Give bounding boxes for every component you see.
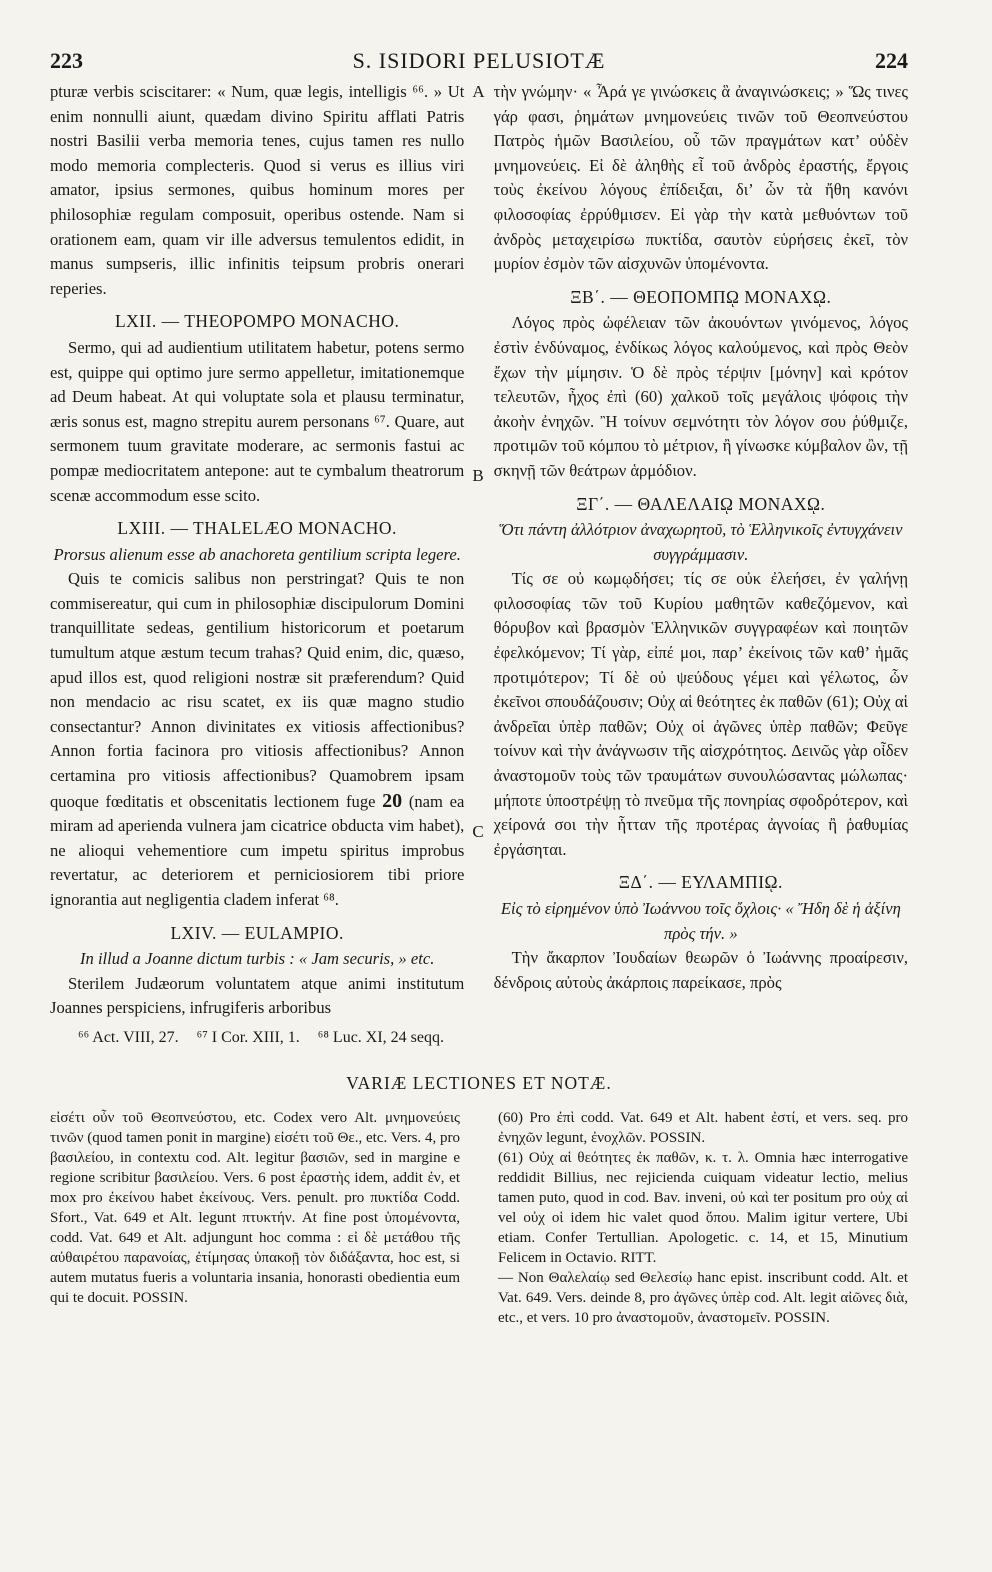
notes-columns <box>50 1108 908 1328</box>
latin-intro: pturæ verbis sciscitarer: « Num, quæ legis, intelligis ⁶⁶. » Ut enim nonnulli aiunt, quædam divino Spiritu afflati Patris nostri Basilii verba memoria tenes, cujus tamen res nullo modo memoria complecteris. Quod si verus es illius viri amator, ipsius sermones, quibus hominum mores per philosophiæ regulam composuit, operibus ostende. Nam si orationem eam, quam vir ille adversus temulentos edidit, in manus sumpseris, illic infinitis teipsum probris onerari reperies. <box>50 82 465 298</box>
margin-letter-a: A <box>472 82 485 101</box>
text-columns <box>50 80 908 1021</box>
greek-subtitle-64: Εἰς τὸ εἰρημένον ὑπὸ Ἰωάννου τοῖς ὄχλοις· « Ἤδη δὲ ἡ ἀξίνη πρὸς τήν. » <box>500 899 901 943</box>
margin-letter-b: B <box>472 466 484 485</box>
page <box>50 48 908 1328</box>
latin-text-63 <box>50 567 464 912</box>
latin-subtitle-64: In illud a Joanne dictum turbis : « Jam securis, » etc. <box>79 949 435 969</box>
running-header <box>50 48 908 78</box>
latin-subtitle-63: Prorsus alienum esse ab anachoreta gentilium scripta legere. <box>53 544 461 564</box>
footnote-68: ⁶⁸ Luc. XI, 24 seqq. <box>317 1028 445 1046</box>
latin-text-64: Sterilem Judæorum voluntatem atque animi institutum Joannes perspiciens, infrugiferis arboribus <box>50 973 465 1018</box>
notes-left <box>50 1108 460 1328</box>
footnotes <box>50 1029 908 1055</box>
greek-column <box>494 80 908 1021</box>
greek-text-62: Λόγος πρὸς ὠφέλειαν τῶν ἀκουόντων γινόμενος, λόγος ἐστὶν ἐνδύναμος, ἐνδίκως λόγος καλούμενος, καὶ πρὸς Θεὸν ἔχων τὴν μίμησιν. Ὁ δὲ πρὸς τέρψιν [μόνην] καὶ κρότον τελευτῶν, ἦχος ἐπὶ (60) χαλκοῦ τοῖς μεγάλοις ψόφοις τὴν ἀκοὴν ἐνηχῶν. Ἢ τοίνυν σεμνότητι τὸν λόγον σου ῥύθμιζε, προτιμῶν τοῦ κόμπου τὸ μέτριον, ἢ γίνωσκε κύμβαλον ὢν, τῇ σκηνῇ τῶν θεάτρων ἁρμόδιον. <box>493 313 908 480</box>
margin-letters <box>464 80 493 1021</box>
greek-text-64: Τὴν ἄκαρπον Ἰουδαίων θεωρῶν ὁ Ἰωάννης προαίρεσιν, δένδροις αὐτοὺς ἀκάρποις παρείκασε, πρὸς <box>493 948 908 992</box>
latin-text-63b: (nam ea miram ad aperienda vulnera jam cicatrice obducta vim habet), ne alioqui vehementiore cum impetu spiritus improbus revertatur, ac deteriorem et perniciosiorem tibi priore ignorantia aut negligentia cladem inferat ⁶⁸. <box>50 791 465 909</box>
greek-intro: τὴν γνώμην· « Ἆρά γε γινώσκεις ἃ ἀναγινώσκεις; » Ὥς τινες γάρ φασι, ῥημάτων μνημονεύεις τινῶν τοῦ Θεοπνεύστου Πατρὸς ἡμῶν Βασιλείου, οὗ τῶν πραγμάτων κατ’ οὐδὲν μνημονεύεις. Εἰ δὲ ἀληθὴς εἶ τοῦ ἀνδρὸς ἐραστής, ἔργοις τοὺς ἐκείνου λόγους ἐπίδειξαι, δι’ ὧν τὰ ἤθη κανόνι φιλοσοφίας ἐρρύθμισεν. Εἰ γὰρ τὴν κατὰ μεθυόντων τοῦ ἀνδρὸς μεταχειρίσω πυκτίδα, σαυτὸν εὑρήσεις ἐκεῖ, τὸν μυρίον ἐσμὸν τῶν αἰσχυνῶν ὑπομένοντα. <box>493 82 908 274</box>
variae-title: VARIÆ LECTIONES ET NOTÆ. <box>346 1072 612 1093</box>
note-60: (60) Pro ἐπὶ codd. Vat. 649 et Alt. habent ἐστί, et vers. seq. pro ἐνηχῶν legunt, ἐνοχλῶν. POSSIN. <box>498 1109 908 1146</box>
page-number-left: 223 <box>50 48 83 73</box>
footnote-67: ⁶⁷ I Cor. XIII, 1. <box>196 1028 300 1046</box>
footnote-66: ⁶⁶ Act. VIII, 27. <box>78 1028 179 1046</box>
note-61: (61) Οὐχ αἱ θεότητες ἐκ παθῶν, κ. τ. λ. Omnia hæc interrogative reddidit Billius, nec rejicienda cuiquam videatur lectio, melius tamen puto, quod in cod. Bav. inveni, οὐ καὶ ter positum pro οὐχ αἱ vel οὐχ οἱ idem hic valet quod ὅπου. Malim igitur vertere, Ubi etiam. Confer Tertullian. Apologetic. c. 14, et 15, Minutium Felicem in Octavio. RITT. <box>498 1149 908 1266</box>
latin-column <box>50 80 464 1021</box>
page-number-right: 224 <box>874 48 908 73</box>
greek-subtitle-63: Ὅτι πάντη ἀλλότριον ἀναχωρητοῦ, τὸ Ἑλληνικοῖς ἐντυγχάνειν συγγράμμασιν. <box>499 520 903 564</box>
greek-title-64: ΞΔ΄. — ΕΥΛΑΜΠΙῼ. <box>618 872 783 893</box>
note-thaleleo: — Non Θαλελαίῳ sed Θελεσίῳ hanc epist. inscribunt codd. Alt. et Vat. 649. Vers. deinde 8, pro ἀγῶνες ὑπὲρ cod. Alt. legit αἰῶνες διὰ, etc., et vers. 10 pro ἀναστομοῦν, ἀναστομεῖν. POSSIN. <box>498 1269 908 1326</box>
latin-text-62: Sermo, qui ad audientium utilitatem habetur, potens sermo est, quippe qui optimo jure sermo appelletur, imitationemque ad Deum habeat. At qui voluptate sola et plausu terminatur, æris sonus est, magno strepitu aurem personans ⁶⁷. Quare, aut sermonem tuum gravitate moderare, ac sermonis fastui ac pompæ mediocritatem antepone: aut te cymbalum theatrorum scenæ accommodum esse scito. <box>50 337 465 505</box>
notes-right <box>498 1108 908 1328</box>
latin-title-64: LXIV. — EULAMPIO. <box>170 922 344 943</box>
latin-text-63a: Quis te comicis salibus non perstringat? Quis te non commisereatur, qui cum in philosophiæ discipulorum Domini tranquillitate sedeas, gentilium historicorum et poetarum tumultum atque æstum tecum trahas? Quid enim, dic, quæso, apud illos est, quod religioni nostræ sit præferendum? Quid non mendacio ac risu scatet, ex iis quæ magno studio consectantur? Annon divinitates ex vitiosis affectionibus? Annon fortia facinora pro vitiosis affectionibus? Annon certamina pro vitiosis affectionibus? Quamobrem ipsam quoque fœditatis et obscenitatis lectionem fuge <box>50 569 465 811</box>
running-head: S. ISIDORI PELUSIOTÆ <box>352 48 606 73</box>
margin-letter-c: C <box>472 822 484 841</box>
column-number-marker: 20 <box>382 789 403 812</box>
greek-title-62: ΞΒ΄. — ΘΕΟΠΟΜΠῼ ΜΟΝΑΧῼ. <box>570 286 832 307</box>
latin-title-62: LXII. — THEOPOMPO MONACHO. <box>114 311 400 332</box>
note-left-text: εἰσέτι οὖν τοῦ Θεοπνεύστου, etc. Codex vero Alt. μνημονεύεις τινῶν (quod tamen ponit in margine) εἰσέτι τοῦ Θε., etc. Vers. 4, pro βασιλείου, in contextu cod. Alt. legitur βασιῶν, sed in margine e regione scribitur βασιλείου. Vers. 6 post ἐραστὴς idem, addit ἐν, et mox pro ἐκείνου habet ἐκείνους. Vers. penult. pro πυκτίδα Codd. Sfort., Vat. 649 et Alt. legunt πτυκτήν. At fine post ὑπομένοντα, codd. Vat. 649 et Alt. adjungunt hoc comma : εἰ δὲ μετάθου τῆς αὐθαιρέτου παρανοίας, ἐτίμησας ὑπακοῇ τὸν διδάξαντα, hoc est, si autem mutatus fueris a voluntaria insania, honorasti obedientia eum qui te docuit. POSSIN. <box>50 1109 460 1306</box>
greek-title-63: ΞΓ΄. — ΘΑΛΕΛΑΙῼ ΜΟΝΑΧῼ. <box>576 493 826 514</box>
greek-text-63: Τίς σε οὐ κωμῳδήσει; τίς σε οὐκ ἐλεήσει, ἐν γαλήνῃ φιλοσοφίας τῶν τοῦ Κυρίου μαθητῶν καθεζόμενον, καὶ θόρυβον καὶ βρασμὸν Ἑλληνικῶν συγγραφέων καὶ ποιητῶν ἐφελκόμενον; Τί γὰρ, εἰπέ μοι, παρ’ ἐκείνοις τῶν καθ’ ἡμᾶς προτιμότερον; Τί δὲ οὐ ψεύδους γέμει καὶ γέλωτος, ὧν ἐκεῖνοι σπουδάζουσιν; Οὐχ αἱ θεότητες ἐκ παθῶν (61); Οὐχ αἱ ἀνδρεῖαι ὑπὲρ παθῶν; Οὐχ οἱ ἀγῶνες ὑπὲρ παθῶν; Φεῦγε τοίνυν καὶ τὴν ἀνάγνωσιν τῆς αἰσχρότητος. Δεινῶς γὰρ οἶδεν ἀναστομοῦν τοὺς τῶν τραυμάτων συνουλώσαντας μώλωπας· μήποτε ὑποστρέψῃ τὸ πνεῦμα τῆς πονηρίας σφοδρότερον, καὶ χείρονά σοι τὴν ἧτταν τῆς προτέρας ἀγνοίας ἢ ῥαθυμίας ἐργάσηται. <box>493 569 908 859</box>
latin-title-63: LXIII. — THALELÆO MONACHO. <box>117 518 397 539</box>
